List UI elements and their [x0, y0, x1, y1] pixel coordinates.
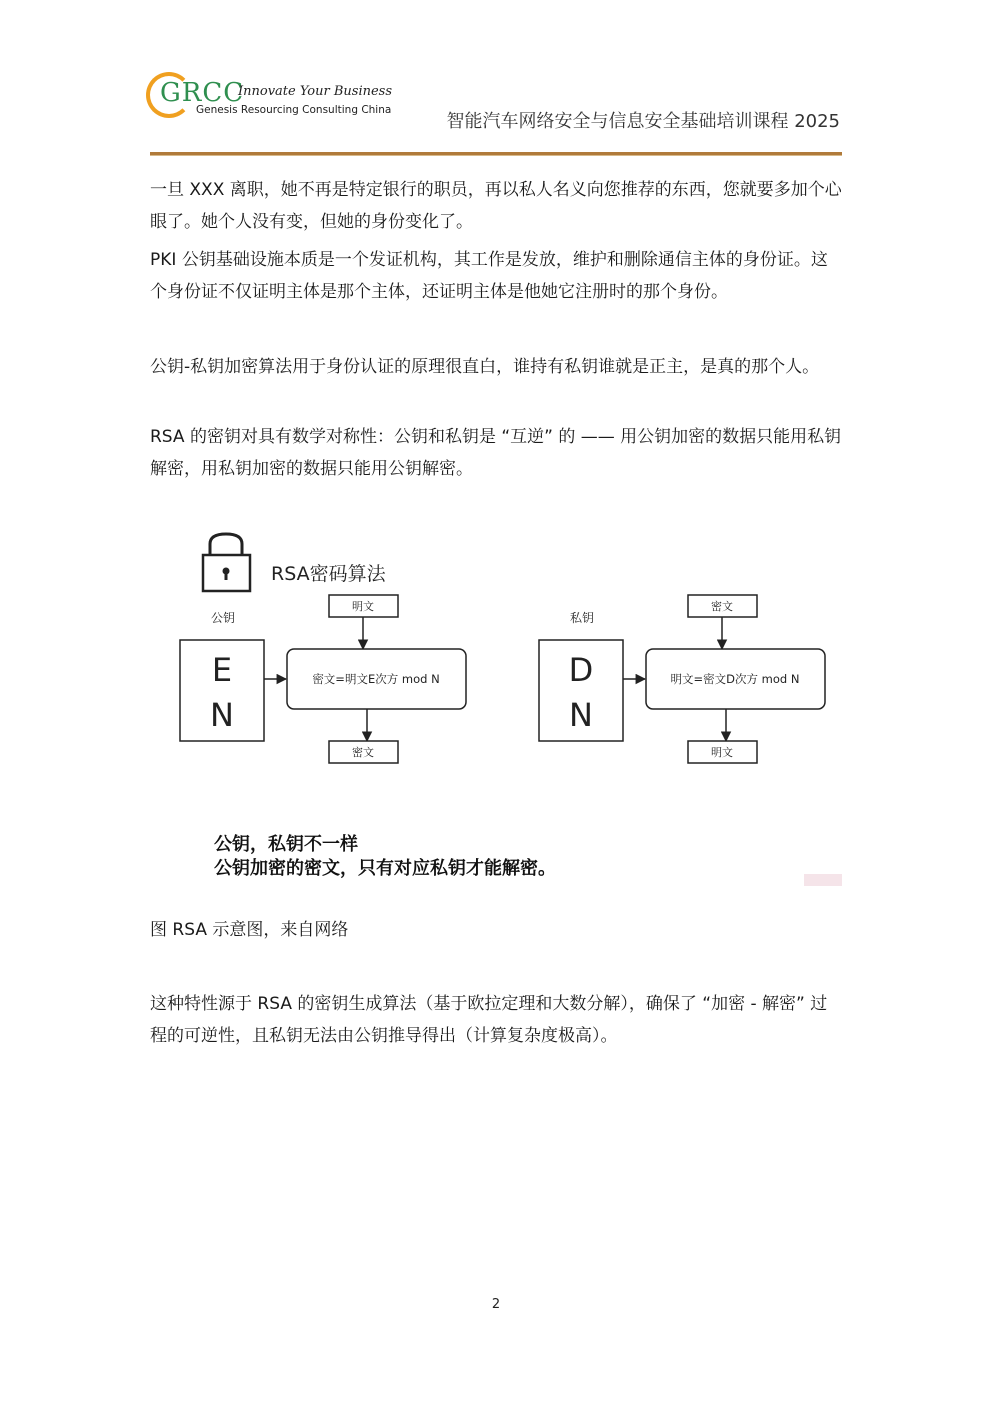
company-logo: [146, 70, 396, 130]
paragraph-3: 公钥-私钥加密算法用于身份认证的原理很直白，谁持有私钥谁就是正主，是真的那个人。: [150, 357, 820, 377]
page-number: 2: [491, 1297, 501, 1312]
watermark-smudge: [804, 874, 842, 886]
padlock-icon: [203, 534, 250, 591]
diagram-note-line-1: 公钥，私钥不一样: [214, 834, 358, 855]
logo-tagline: Innovate Your Business: [238, 84, 393, 99]
public-key-letter-e: E: [211, 651, 233, 689]
decrypt-formula: 明文=密文D次方 mod N: [670, 672, 800, 686]
diagram-note-line-2: 公钥加密的密文，只有对应私钥才能解密。: [214, 858, 556, 879]
private-key-letter-n: N: [569, 696, 593, 734]
diagram-title: RSA密码算法: [271, 563, 386, 585]
encrypt-input-label: 明文: [352, 600, 374, 613]
encrypt-formula: 密文=明文E次方 mod N: [312, 672, 440, 686]
decrypt-input-label: 密文: [711, 600, 733, 613]
private-key-letter-d: D: [568, 651, 594, 689]
public-key-letter-n: N: [210, 696, 234, 734]
paragraph-closing: 这种特性源于 RSA 的密钥生成算法（基于欧拉定理和大数分解），确保了 “加密 - 解密” 过程的可逆性，且私钥无法由公钥推导得出（计算复杂度极高）。: [150, 994, 828, 1046]
rsa-diagram: [150, 522, 850, 894]
header-title: 智能汽车网络安全与信息安全基础培训课程 2025: [446, 111, 840, 132]
paragraph-4: RSA 的密钥对具有数学对称性：公钥和私钥是 “互逆” 的 —— 用公钥加密的数据只能用私钥解密，用私钥加密的数据只能用公钥解密。: [150, 427, 842, 479]
public-key-label: 公钥: [210, 611, 236, 625]
logo-subtitle: Genesis Resourcing Consulting China: [196, 104, 392, 116]
decrypt-output-label: 明文: [711, 746, 733, 759]
logo-text: GRCC: [160, 78, 245, 108]
rsa-diagram-svg: [150, 522, 850, 894]
encrypt-output-label: 密文: [352, 746, 374, 759]
paragraph-2: PKI 公钥基础设施本质是一个发证机构，其工作是发放，维护和删除通信主体的身份证。这个身份证不仅证明主体是那个主体，还证明主体是他她它注册时的那个身份。: [150, 250, 828, 302]
private-key-label: 私钥: [569, 611, 595, 625]
header-divider: [150, 152, 842, 156]
paragraph-1: 一旦 XXX 离职，她不再是特定银行的职员，再以私人名义向您推荐的东西，您就要多加个心眼了。她个人没有变，但她的身份变化了。: [150, 180, 842, 232]
figure-caption: 图 RSA 示意图，来自网络: [150, 920, 349, 940]
